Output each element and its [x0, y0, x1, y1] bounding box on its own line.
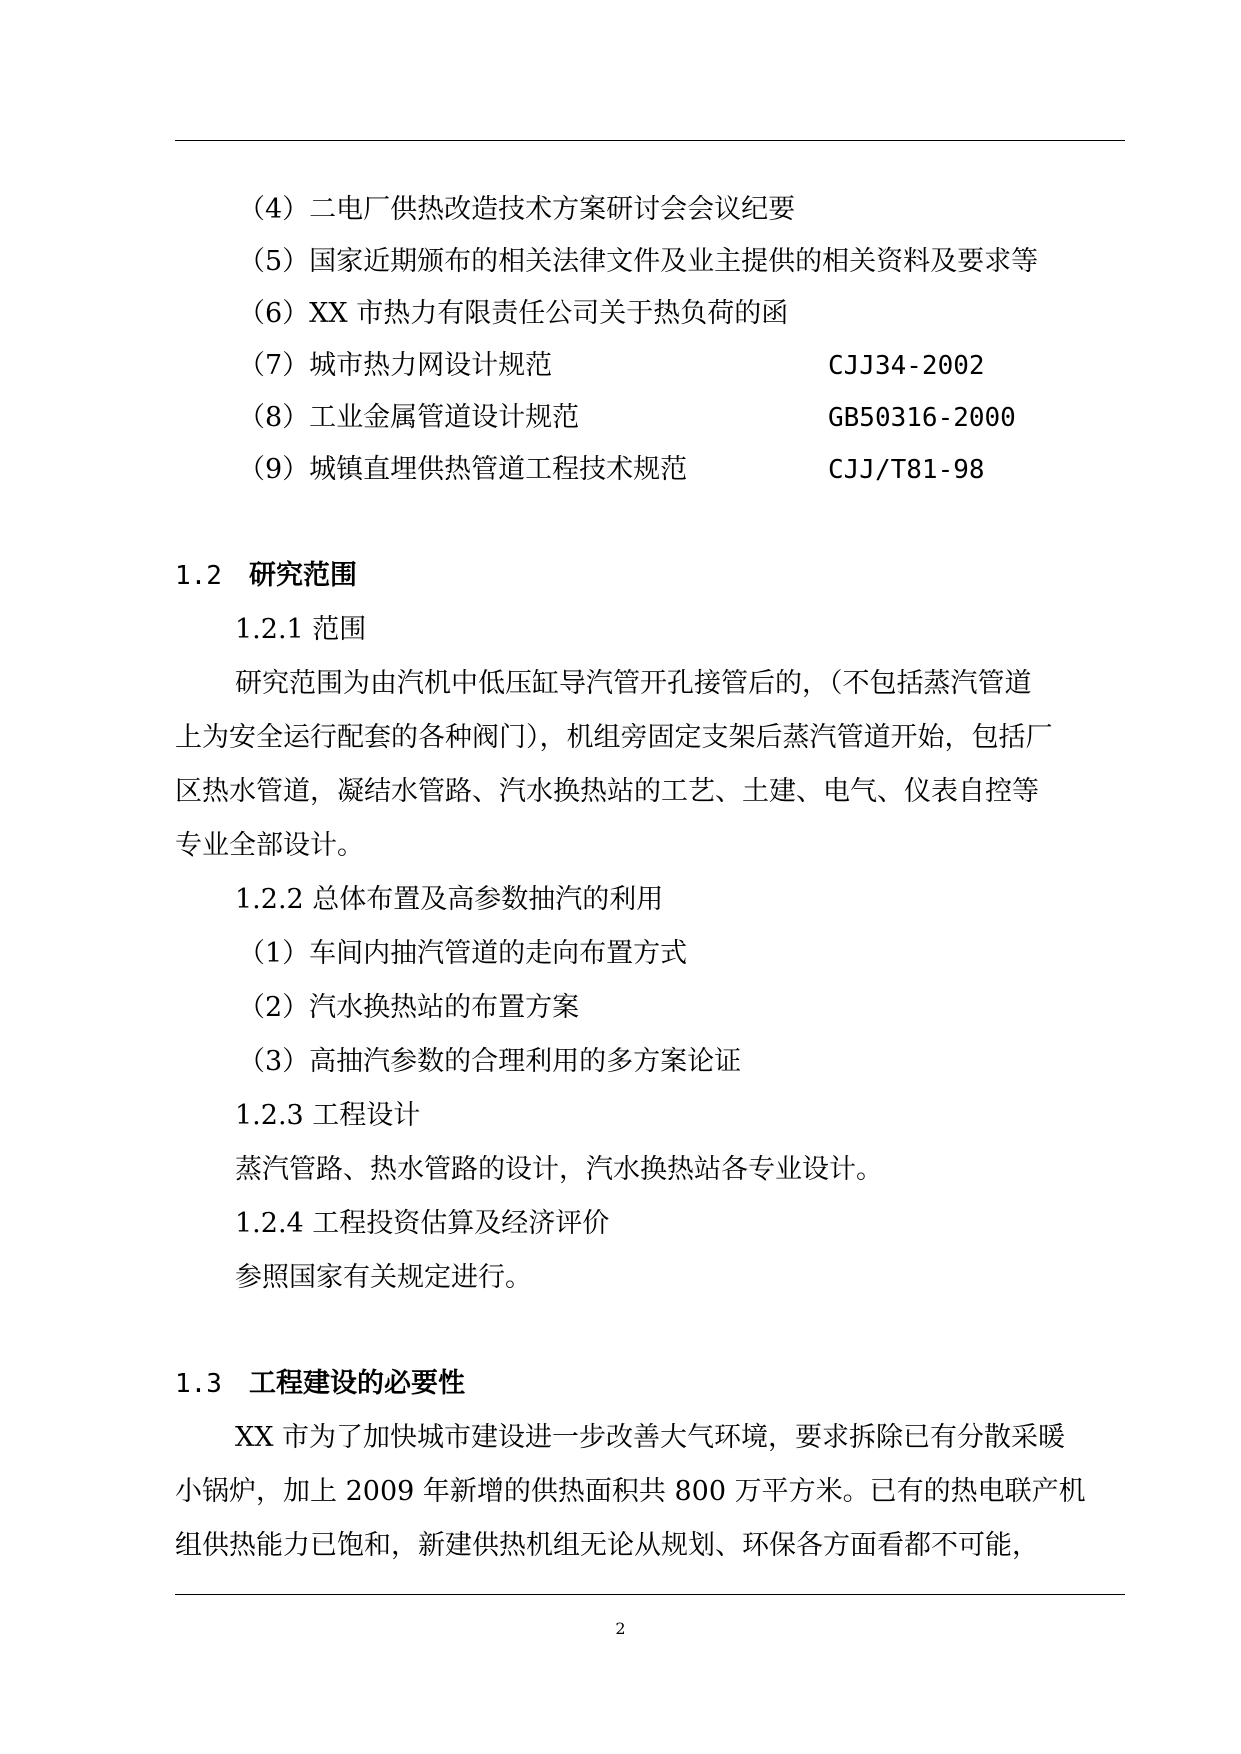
paragraph-line: XX 市为了加快城市建设进一步改善大气环境，要求拆除已有分散采暖: [235, 1422, 1066, 1453]
list-item: （2）汽水换热站的布置方案: [238, 992, 580, 1023]
page-number: 2: [615, 1619, 626, 1638]
reference-item: （6）XX 市热力有限责任公司关于热负荷的函: [238, 298, 789, 329]
footer-rule: [175, 1594, 1125, 1595]
reference-item: （4）二电厂供热改造技术方案研讨会会议纪要: [238, 194, 796, 225]
paragraph-line: 参照国家有关规定进行。: [235, 1262, 532, 1293]
subsection-heading: 1.2.2 总体布置及高参数抽汽的利用: [235, 884, 664, 915]
paragraph-line: 小锅炉，加上 2009 年新增的供热面积共 800 万平方米。已有的热电联产机: [175, 1476, 1086, 1507]
section-title: 研究范围: [249, 560, 357, 591]
paragraph-line: 蒸汽管路、热水管路的设计，汽水换热站各专业设计。: [235, 1154, 883, 1185]
paragraph-line: 专业全部设计。: [175, 830, 364, 861]
reference-item: （5）国家近期颁布的相关法律文件及业主提供的相关资料及要求等: [238, 246, 1039, 277]
list-item: （3）高抽汽参数的合理利用的多方案论证: [238, 1046, 742, 1077]
reference-item: （7）城市热力网设计规范 CJJ34-2002: [238, 348, 552, 384]
paragraph-line: 研究范围为由汽机中低压缸导汽管开孔接管后的，（不包括蒸汽管道: [235, 668, 1032, 699]
subsection-heading: 1.2.3 工程设计: [235, 1100, 421, 1131]
subsection-heading: 1.2.4 工程投资估算及经济评价: [235, 1208, 610, 1239]
section-heading-1-3: [175, 1366, 465, 1402]
subsection-heading: 1.2.1 范围: [235, 614, 367, 645]
paragraph-line: 上为安全运行配套的各种阀门），机组旁固定支架后蒸汽管道开始，包括厂: [175, 722, 1053, 753]
paragraph-line: 区热水管道，凝结水管路、汽水换热站的工艺、土建、电气、仪表自控等: [175, 776, 1039, 807]
section-title: 工程建设的必要性: [249, 1368, 465, 1399]
list-item: （1）车间内抽汽管道的走向布置方式: [238, 938, 688, 969]
reference-item: （9）城镇直埋供热管道工程技术规范 CJJ/T81-98: [238, 452, 687, 488]
reference-item: （8）工业金属管道设计规范 GB50316-2000: [238, 400, 579, 436]
section-number: 1.3: [175, 1369, 222, 1399]
standard-code: CJJ/T81-98: [828, 455, 985, 485]
paragraph-line: 组供热能力已饱和，新建供热机组无论从规划、环保各方面看都不可能，: [175, 1530, 1039, 1561]
header-rule: [175, 140, 1125, 141]
section-heading-1-2: [175, 558, 357, 594]
section-number: 1.2: [175, 561, 222, 591]
standard-code: CJJ34-2002: [828, 351, 985, 381]
standard-code: GB50316-2000: [828, 403, 1016, 433]
